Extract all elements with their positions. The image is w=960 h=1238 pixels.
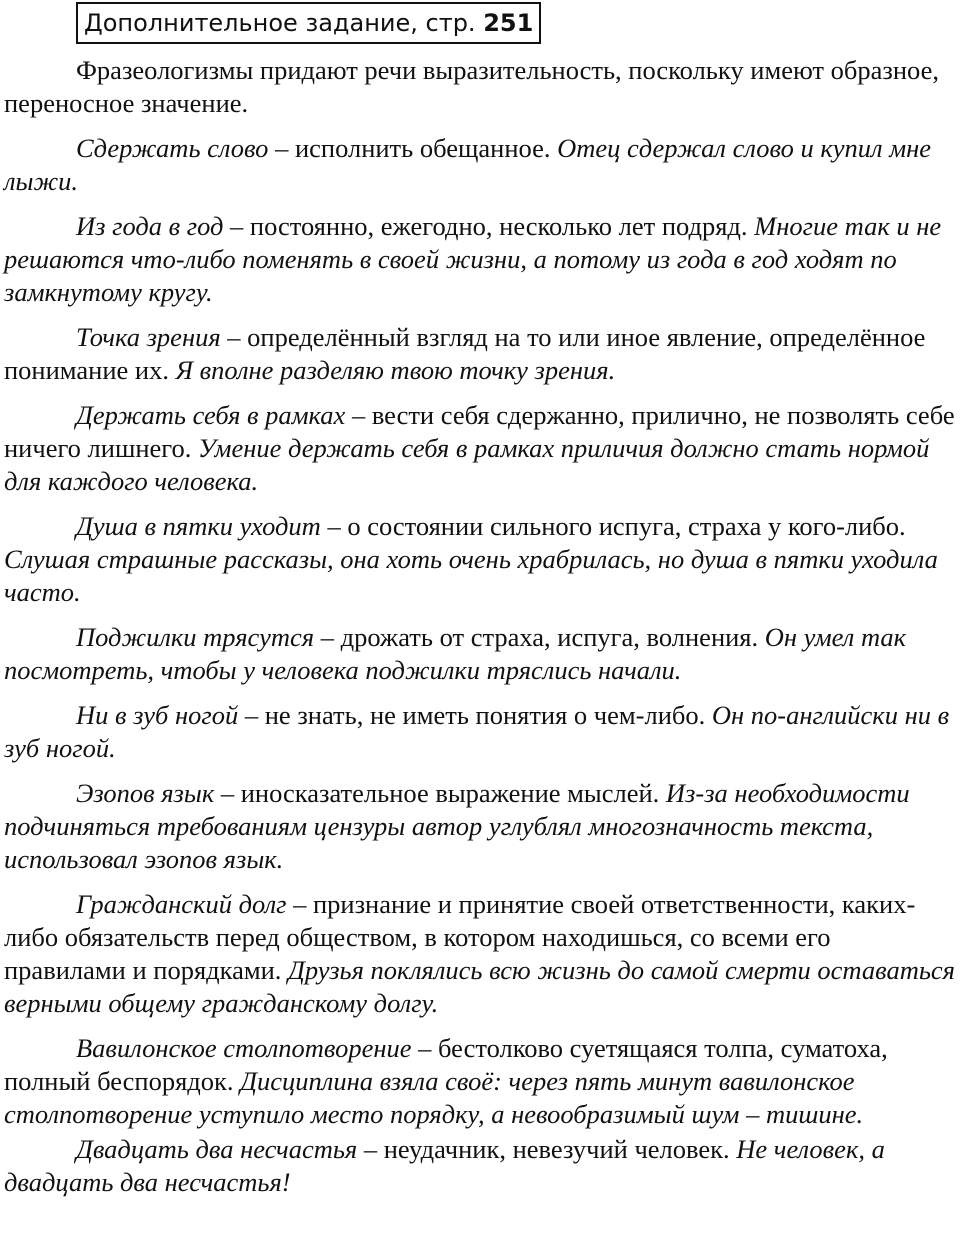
phrase-term: Поджилки трясутся (76, 622, 315, 652)
phrase-definition: – бестолково суетящаяся толпа, суматоха, полный беспорядок. (4, 1033, 888, 1096)
phrase-example: Отец сдержал слово и купил мне лыжи. (4, 133, 932, 196)
phrase-term: Держать себя в рамках (76, 400, 346, 430)
phraseologism-entry (4, 132, 956, 198)
phrase-example: Не человек, а двадцать два несчастья! (4, 1134, 885, 1197)
phraseologism-entry (4, 321, 956, 387)
phrase-term: Сдержать слово (76, 133, 269, 163)
phrase-example: Друзья поклялись всю жизнь до самой смерти оставаться верными общему гражданскому долгу. (4, 955, 955, 1018)
phrase-term: Ни в зуб ногой (76, 700, 239, 730)
phraseologism-entry (4, 210, 956, 309)
phraseologism-entry (4, 1032, 956, 1131)
phrase-term: Точка зрения (76, 322, 221, 352)
phraseologism-entry (4, 777, 956, 876)
phraseologism-entry (4, 699, 956, 765)
phraseologism-entry (4, 510, 956, 609)
phrase-term: Вавилонское столпотворение (76, 1033, 412, 1063)
phrase-definition: – исполнить обещанное. (268, 133, 558, 163)
phrase-definition: – постоянно, ежегодно, несколько лет подряд. (223, 211, 755, 241)
phraseologism-entry (4, 1133, 956, 1199)
phrase-example: Он по-английски ни в зуб ногой. (4, 700, 950, 763)
phraseologism-entry (4, 621, 956, 687)
page-number: 251 (483, 9, 534, 37)
intro-paragraph: Фразеологизмы придают речи выразительность, поскольку имеют образное, переносное значение. (4, 55, 939, 118)
phrase-term: Гражданский долг (76, 889, 287, 919)
phrase-example: Он умел так посмотреть, чтобы у человека поджилки тряслись начали. (4, 622, 907, 685)
phrase-term: Душа в пятки уходит (76, 511, 321, 541)
phrase-example: Я вполне разделяю твою точку зрения. (175, 355, 616, 385)
phrase-term: Двадцать два несчастья (76, 1134, 358, 1164)
phrase-example: Слушая страшные рассказы, она хоть очень храбрилась, но душа в пятки уходила часто. (4, 544, 938, 607)
phrase-definition: – иносказательное выражение мыслей. (214, 778, 666, 808)
phrase-definition: – дрожать от страха, испуга, волнения. (314, 622, 765, 652)
phrase-definition: – о состоянии сильного испуга, страха у кого-либо. (320, 511, 906, 541)
phrase-definition: – вести себя сдержанно, прилично, не позволять себе ничего лишнего. (4, 400, 955, 463)
phrase-definition: – определённый взгляд на то или иное явление, определённое понимание их. (4, 322, 926, 385)
assignment-header (76, 2, 541, 44)
phrase-example: Дисциплина взяла своё: через пять минут вавилонское столпотворение уступило место порядку, а невообразимый шум – тишине. (4, 1066, 864, 1129)
phrase-term: Эзопов язык (76, 778, 215, 808)
phraseologism-entry (4, 888, 956, 1020)
phrase-definition: – неудачник, невезучий человек. (357, 1134, 737, 1164)
phrase-definition: – признание и принятие своей ответственности, каких-либо обязательств перед обществом, в котором находишься, со всеми его правилами и порядками. (4, 889, 916, 985)
phrase-example: Умение держать себя в рамках приличия должно стать нормой для каждого человека. (4, 433, 930, 496)
document-body (4, 54, 956, 1211)
header-label: Дополнительное задание, стр. (84, 9, 484, 37)
phrase-example: Многие так и не решаются что-либо поменять в своей жизни, а потому из года в год ходят по замкнутому кругу. (4, 211, 942, 307)
phrase-example: Из-за необходимости подчиняться требованиям цензуры автор углублял многозначность текста, использовал эзопов язык. (4, 778, 910, 874)
phraseologism-entry (4, 399, 956, 498)
phrase-term: Из года в год (76, 211, 224, 241)
phrase-definition: – не знать, не иметь понятия о чем-либо. (238, 700, 712, 730)
